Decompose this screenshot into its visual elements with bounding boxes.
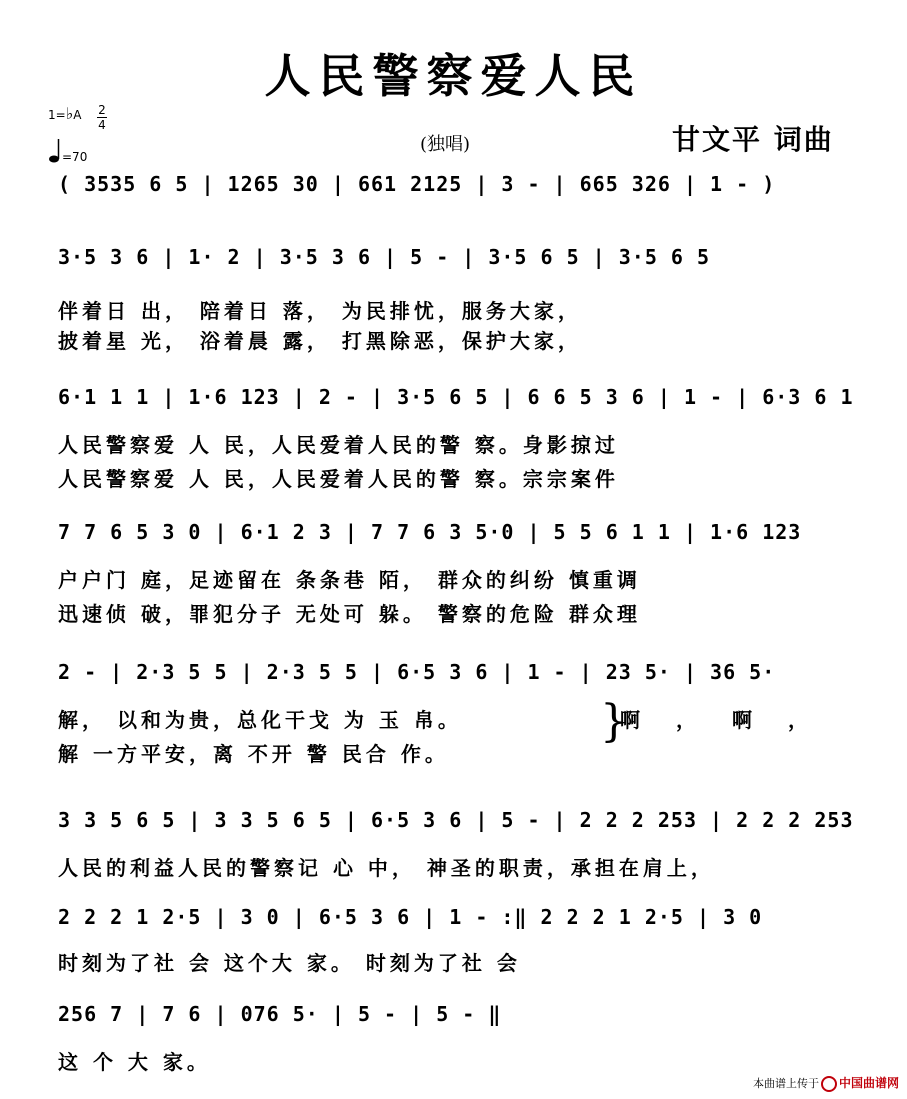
staff-system-7	[0, 905, 907, 995]
staff-system-4	[0, 520, 907, 626]
time-signature-bottom: 4	[98, 118, 106, 132]
notation-line: 2 - | 2·3 5 5 | 2·3 5 5 | 6·5 3 6 | 1 - | 23 5· | 36 5·	[58, 660, 776, 684]
lyric-verse-2: 迅速侦 破，罪犯分子 无处可 躲。 警察的危险 群众理	[58, 602, 641, 626]
notation-line: 6·1 1 1 | 1·6 123 | 2 - | 3·5 6 5 | 6 6 5 3 6 | 1 - | 6·3 6 1	[58, 385, 854, 409]
lyric-verse-1: 解， 以和为贵，总化干戈 为 玉 帛。	[58, 708, 462, 732]
staff-system-2	[0, 245, 907, 353]
lyric-verse-2: 人民警察爱 人 民，人民爱着人民的警 察。宗宗案件	[58, 467, 619, 491]
staff-system-3	[0, 385, 907, 491]
lyric-verse-2: 解 一方平安，离 不开 警 民合 作。	[58, 742, 449, 766]
notation-line: 7 7 6 5 3 0 | 6·1 2 3 | 7 7 6 3 5·0 | 5 5 6 1 1 | 1·6 123	[58, 520, 802, 544]
lyric-verse-1: 伴着日 出， 陪着日 落， 为民排忧，服务大家，	[58, 299, 582, 323]
lyric-verse-1: 人民警察爱 人 民，人民爱着人民的警 察。身影掠过	[58, 433, 619, 457]
lyric-brace: }	[600, 696, 628, 747]
key-tonic: A	[73, 108, 82, 122]
song-title: 人民警察爱人民	[264, 49, 643, 103]
site-logo-icon	[821, 1076, 837, 1092]
exclamation-lyric: 啊，啊，	[620, 708, 844, 732]
time-signature-top: 2	[98, 103, 106, 117]
notation-line: ( 3535 6 5 | 1265 30 | 661 2125 | 3 - | 665 326 | 1 - )	[58, 172, 776, 196]
site-logo-text[interactable]: 中国曲谱网	[838, 1076, 899, 1090]
key-signature	[48, 104, 81, 123]
staff-system-5	[0, 660, 907, 766]
notation-line: 2 2 2 1 2·5 | 3 0 | 6·5 3 6 | 1 - :‖ 2 2 2 1 2·5 | 3 0	[58, 905, 763, 929]
performance-note: (独唱)	[420, 134, 471, 155]
staff-system-6	[0, 808, 907, 898]
flat-sign: ♭	[65, 104, 74, 123]
lyric-line: 这 个 大 家。	[58, 1050, 211, 1074]
lyric-line: 人民的利益人民的警察记 心 中， 神圣的职责，承担在肩上，	[58, 856, 715, 880]
key-prefix: 1=	[48, 108, 66, 122]
notation-line: 3 3 5 6 5 | 3 3 5 6 5 | 6·5 3 6 | 5 - | 2 2 2 253 | 2 2 2 253	[58, 808, 854, 832]
upload-footer	[753, 1074, 899, 1092]
lyric-verse-2: 披着星 光， 浴着晨 露， 打黑除恶，保护大家，	[58, 329, 582, 353]
notation-line: 256 7 | 7 6 | 076 5· | 5 - | 5 - ‖	[58, 1002, 502, 1026]
lyric-line: 时刻为了社 会 这个大 家。 时刻为了社 会	[58, 951, 521, 975]
time-signature	[97, 103, 107, 132]
notation-line: 3·5 3 6 | 1· 2 | 3·5 3 6 | 5 - | 3·5 6 5 | 3·5 6 5	[58, 245, 711, 269]
footer-text: 本曲谱上传于	[752, 1077, 819, 1090]
tempo-marking: =70	[62, 150, 88, 164]
lyric-verse-1: 户户门 庭，足迹留在 条条巷 陌， 群众的纠纷 慎重调	[58, 568, 641, 592]
composer-credit: 甘文平 词曲	[672, 123, 834, 156]
